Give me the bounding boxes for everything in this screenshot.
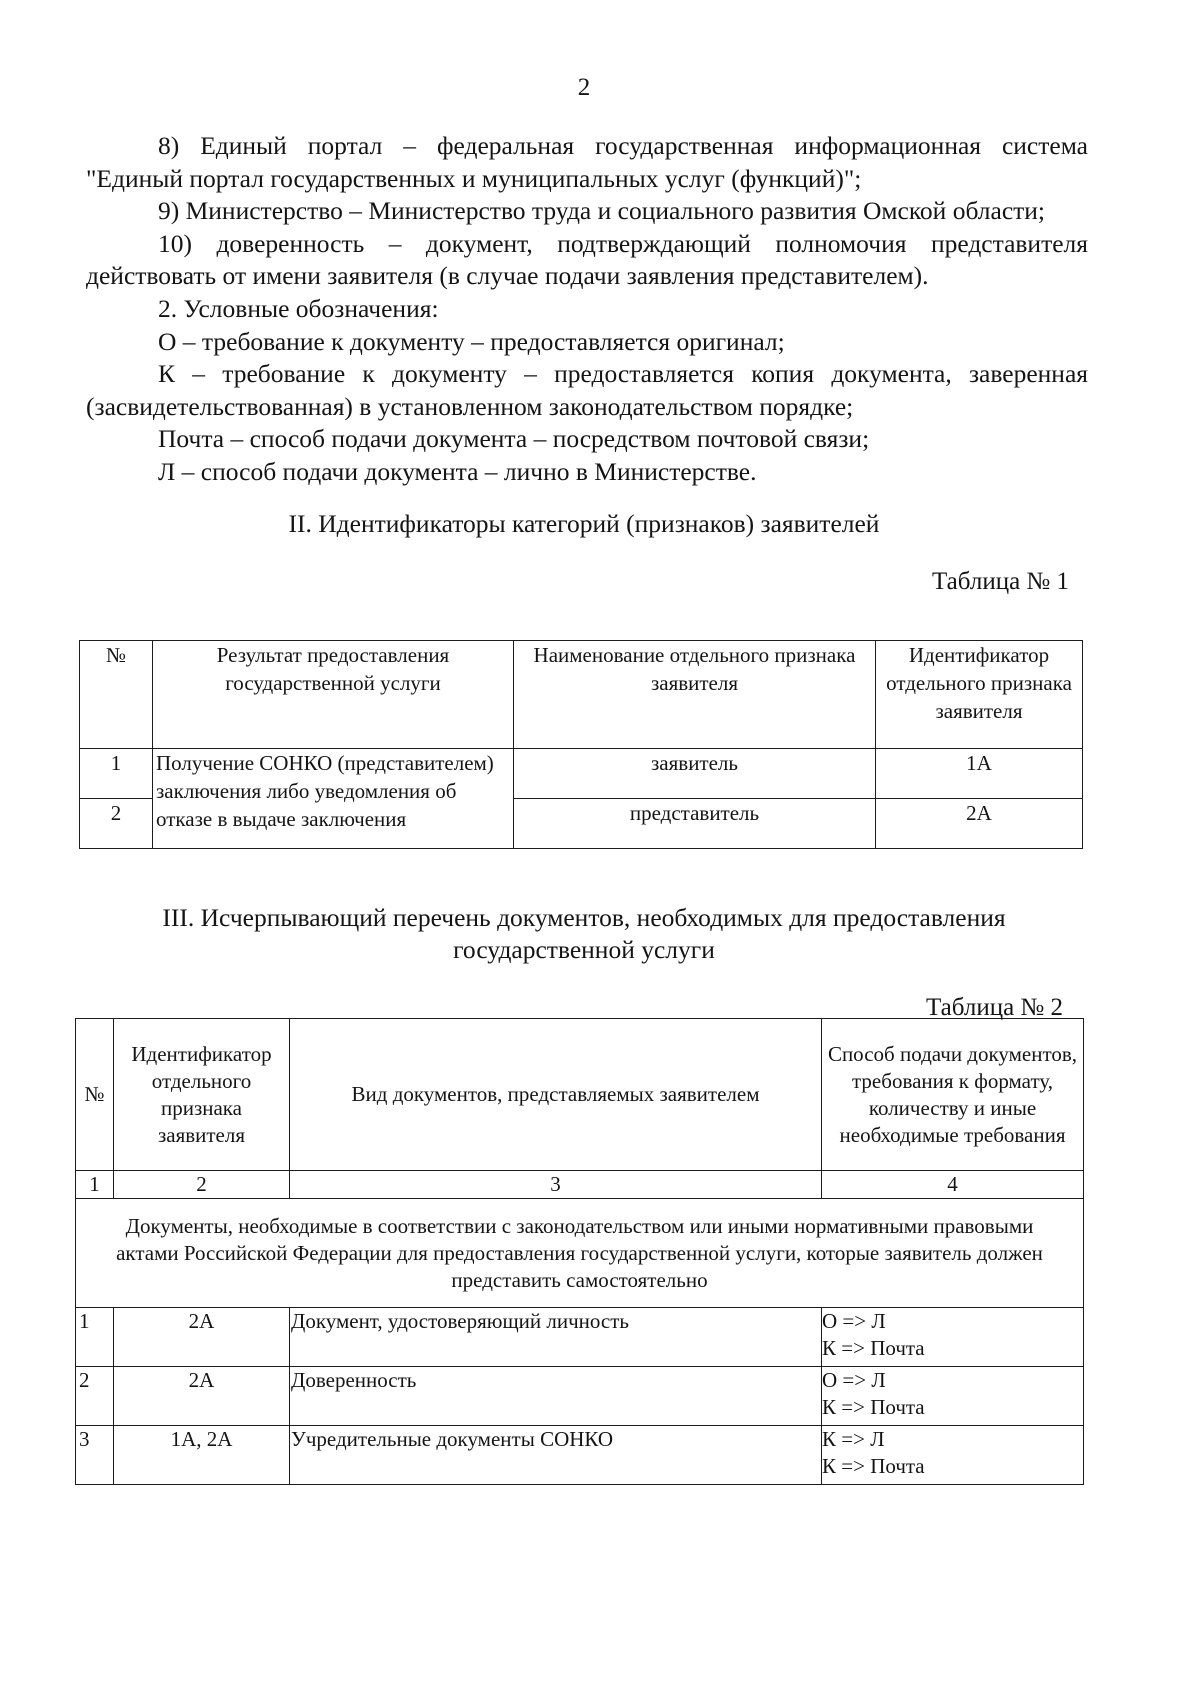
table-2-cell-num: 1: [76, 1308, 114, 1367]
table-row: [76, 1426, 1084, 1485]
table-1-cell-id: 1А: [876, 749, 1083, 799]
paragraph-legend-o: О – требование к документу – предоставляется оригинал;: [158, 326, 785, 356]
table-2-cell-id: 2А: [114, 1308, 290, 1367]
paragraph-legend-k: К – требование к документу – предоставляется копия документа, заверенная (засвидетельствованная) в установленном законодательством порядке;: [86, 359, 1088, 421]
table-2-column-numbers-row: [76, 1171, 1084, 1199]
table-1-header-id: Идентификатор отдельного признака заявителя: [876, 641, 1083, 749]
paragraph-item-8: 8) Единый портал – федеральная государственная информационная система "Единый портал государственных и муниципальных услуг (функций)";: [86, 131, 1088, 193]
method-line-original: О => Л: [822, 1368, 886, 1392]
table-2-cell-id: 1А, 2А: [114, 1426, 290, 1485]
table-1: [79, 640, 1083, 849]
method-line-copy: К => Почта: [822, 1454, 925, 1478]
table-1-cell-result: Получение СОНКО (представителем) заключения либо уведомления об отказе в выдаче заключения: [153, 749, 514, 849]
table-1-header-row: [80, 641, 1083, 749]
table-2-colnum-2: 2: [114, 1171, 290, 1199]
table-2-cell-method: [822, 1367, 1084, 1426]
table-2-cell-num: 2: [76, 1367, 114, 1426]
table-2-header-num: №: [76, 1019, 114, 1171]
table-2-caption: Таблица № 2: [926, 994, 1064, 1021]
method-line-copy-l: К => Л: [822, 1427, 885, 1451]
table-1-cell-name: представитель: [514, 799, 876, 849]
table-1-header-num: №: [80, 641, 153, 749]
paragraph-item-9: 9) Министерство – Министерство труда и социального развития Омской области;: [158, 196, 1046, 226]
table-2-cell-num: 3: [76, 1426, 114, 1485]
paragraph-legend-heading: 2. Условные обозначения:: [158, 293, 439, 323]
table-2-cell-id: 2А: [114, 1367, 290, 1426]
table-1-header-result: Результат предоставления государственной услуги: [153, 641, 514, 749]
table-1-cell-id: 2А: [876, 799, 1083, 849]
method-line-copy: К => Почта: [822, 1336, 925, 1360]
definitions-text: [86, 130, 1088, 489]
paragraph-legend-pochta: Почта – способ подачи документа – посредством почтовой связи;: [158, 424, 870, 454]
table-2: [75, 1018, 1084, 1485]
method-line-original: О => Л: [822, 1309, 886, 1333]
table-1-caption: Таблица № 1: [932, 568, 1070, 595]
table-2-header-row: [76, 1019, 1084, 1171]
table-2-cell-doc: Учредительные документы СОНКО: [290, 1426, 822, 1485]
table-2-colnum-4: 4: [822, 1171, 1084, 1199]
table-2-cell-method: [822, 1308, 1084, 1367]
table-1-header-name: Наименование отдельного признака заявителя: [514, 641, 876, 749]
method-line-copy: К => Почта: [822, 1395, 925, 1419]
table-2-section-row: [76, 1199, 1084, 1308]
table-row: [76, 1367, 1084, 1426]
table-2-cell-method: [822, 1426, 1084, 1485]
table-2-cell-doc: Документ, удостоверяющий личность: [290, 1308, 822, 1367]
table-1-cell-name: заявитель: [514, 749, 876, 799]
table-2-colnum-3: 3: [290, 1171, 822, 1199]
table-row: [76, 1308, 1084, 1367]
table-2-header-method: Способ подачи документов, требования к формату, количеству и иные необходимые требования: [822, 1019, 1084, 1171]
table-2-colnum-1: 1: [76, 1171, 114, 1199]
table-2-cell-doc: Доверенность: [290, 1367, 822, 1426]
table-2-header-docs: Вид документов, представляемых заявителем: [290, 1019, 822, 1171]
page-number: 2: [577, 74, 591, 101]
section-3-heading: III. Исчерпывающий перечень документов, необходимых для предоставления государственной услуги: [162, 903, 1006, 964]
table-1-cell-num: 1: [80, 749, 153, 799]
table-2-section-text: Документы, необходимые в соответствии с законодательством или иными нормативными правовыми актами Российской Федерации для предоставления государственной услуги, которые заявитель должен представить самостоятельно: [76, 1199, 1084, 1308]
paragraph-legend-l: Л – способ подачи документа – лично в Министерстве.: [158, 456, 757, 486]
table-1-cell-num: 2: [80, 799, 153, 849]
table-row: [80, 749, 1083, 799]
table-2-header-id: Идентификатор отдельного признака заявителя: [114, 1019, 290, 1171]
paragraph-item-10: 10) доверенность – документ, подтверждающий полномочия представителя действовать от имени заявителя (в случае подачи заявления представителем).: [86, 228, 1088, 291]
section-2-heading: II. Идентификаторы категорий (признаков) заявителей: [288, 509, 880, 538]
